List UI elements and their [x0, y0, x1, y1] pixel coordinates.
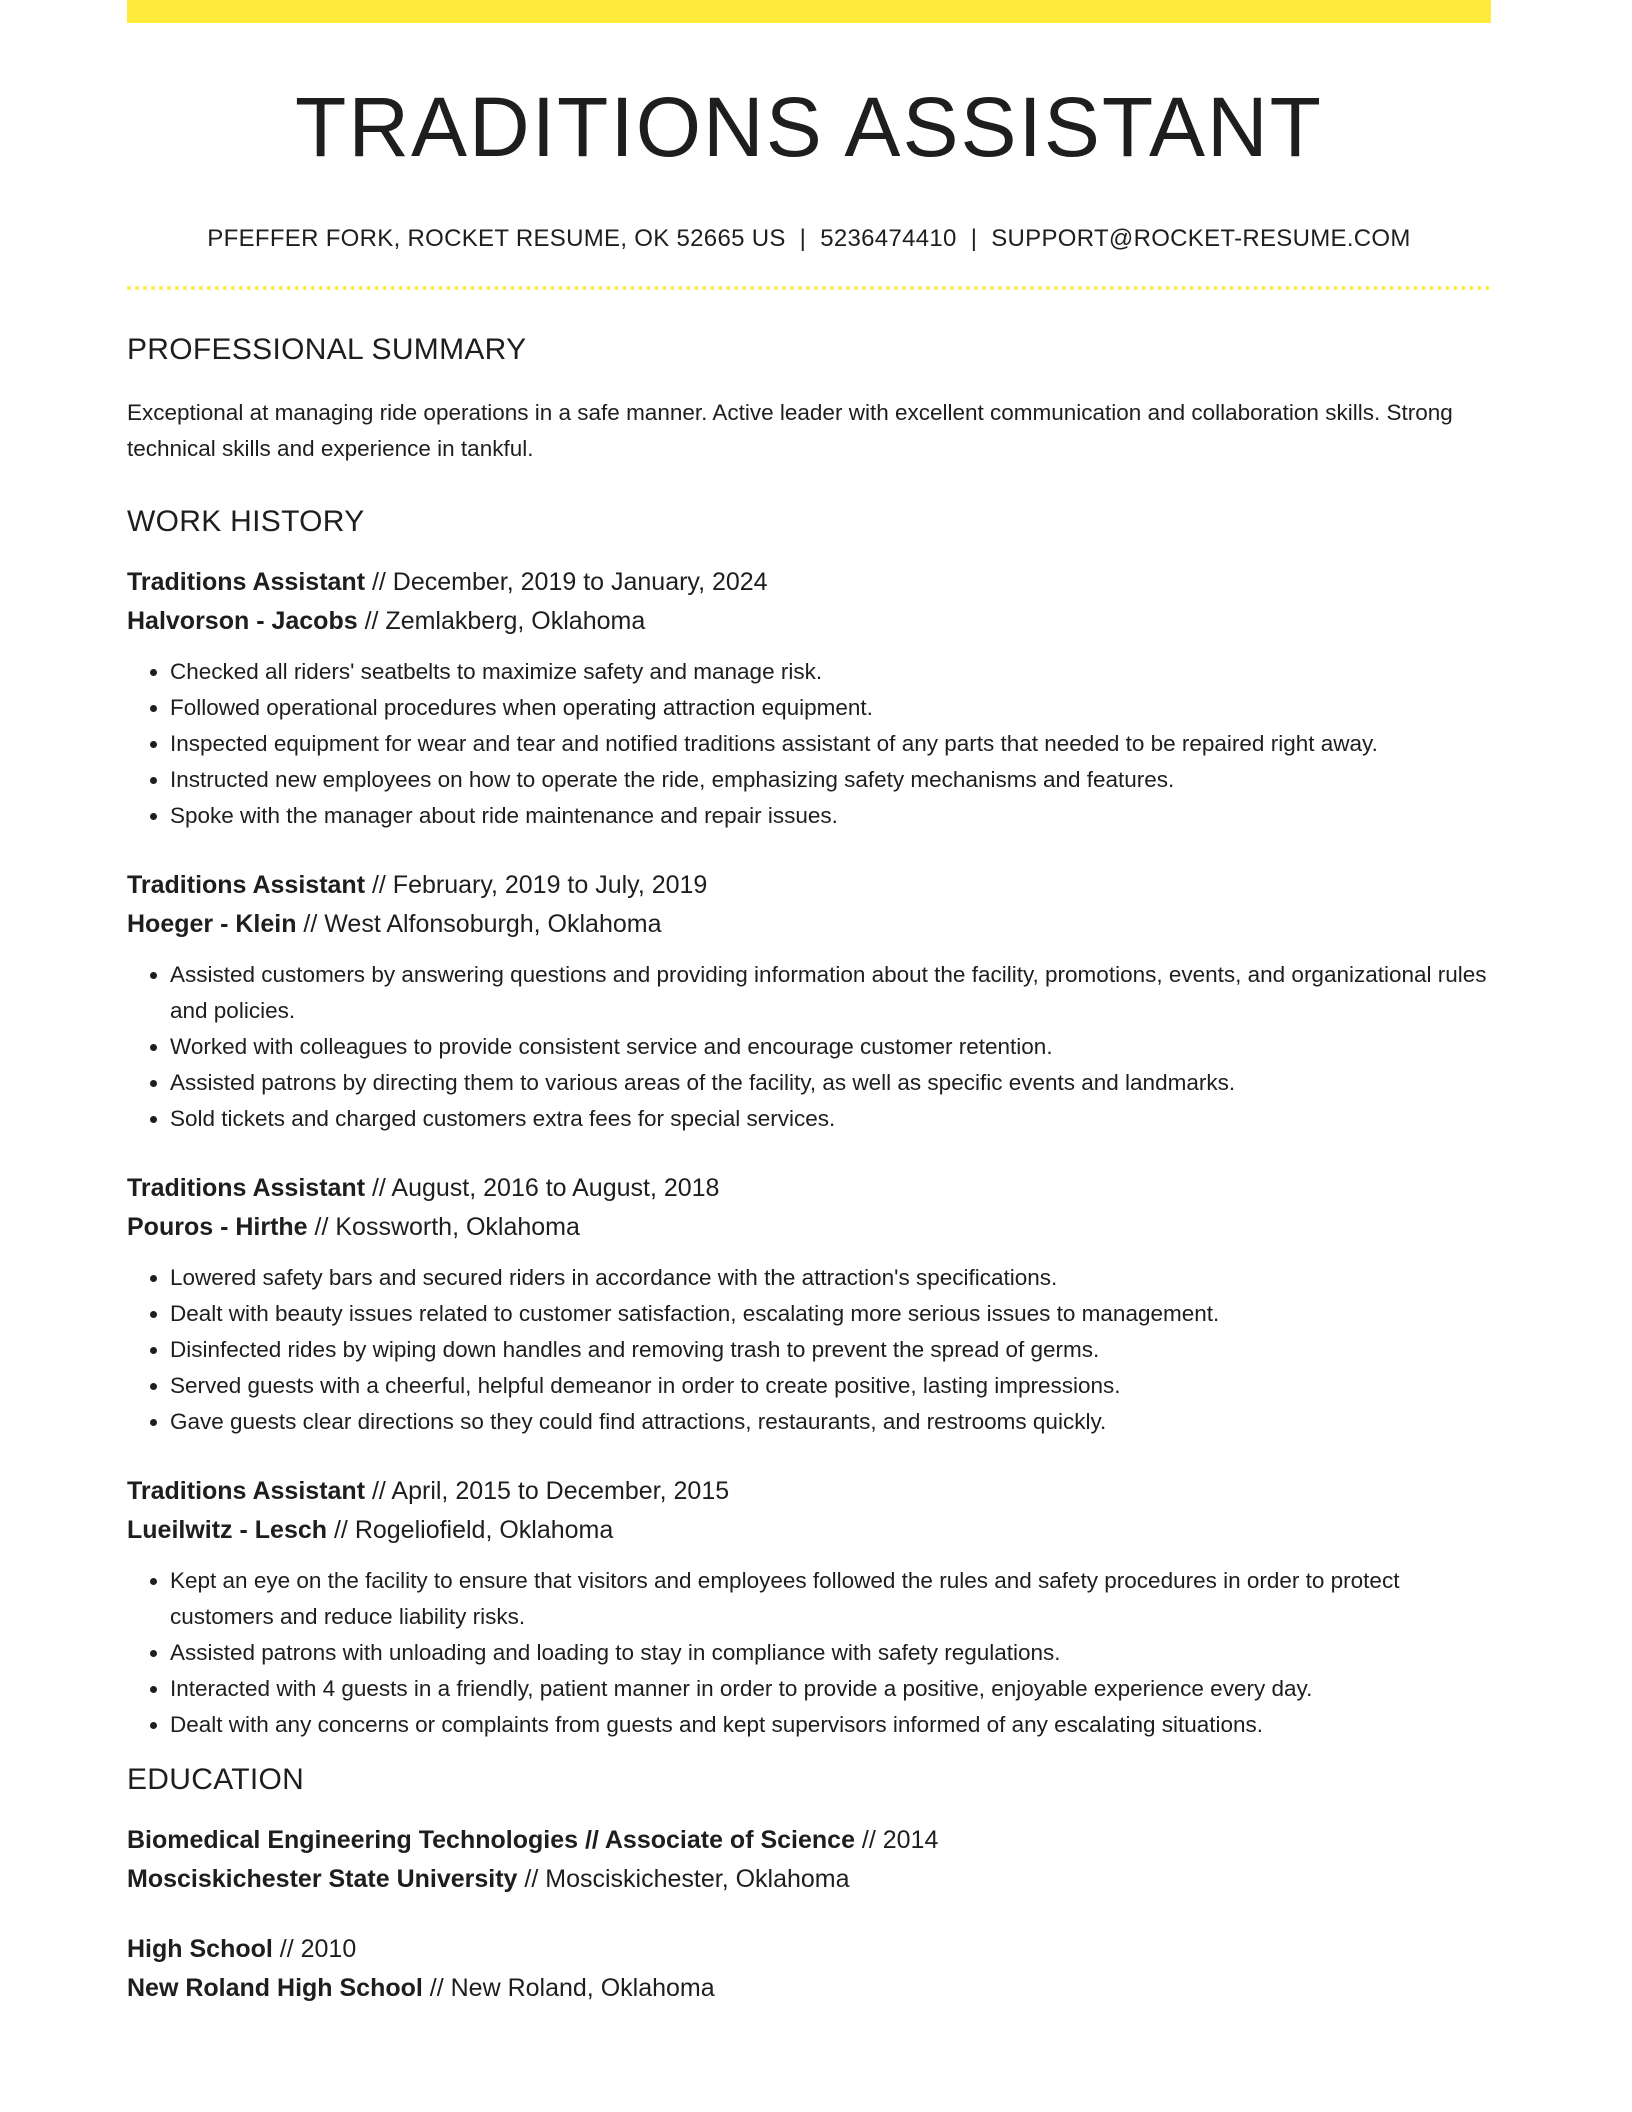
job-bullets [127, 1260, 1491, 1440]
education-degree: High School [127, 1935, 273, 1963]
job-location: // Zemlakberg, Oklahoma [357, 607, 646, 635]
education-heading: EDUCATION [127, 1763, 305, 1796]
job-bullet: • Dealt with beauty issues related to customer satisfaction, escalating more serious issues to management. [170, 1296, 1491, 1332]
contact-email: SUPPORT@ROCKET-RESUME.COM [991, 225, 1411, 252]
job-bullet: • Gave guests clear directions so they could find attractions, restaurants, and restrooms quickly. [170, 1404, 1491, 1440]
job-entry [127, 866, 1491, 1137]
job-bullet: • Spoke with the manager about ride maintenance and repair issues. [170, 798, 1491, 834]
contact-separator: | [799, 225, 807, 252]
job-bullet: • Worked with colleagues to provide consistent service and encourage customer retention. [170, 1029, 1491, 1065]
contact-line [127, 227, 1491, 251]
education-year: // 2010 [272, 1935, 357, 1963]
job-bullet: • Followed operational procedures when operating attraction equipment. [170, 690, 1491, 726]
job-bullet: • Lowered safety bars and secured riders in accordance with the attraction's specifications. [170, 1260, 1491, 1296]
work-history-heading: WORK HISTORY [127, 505, 365, 538]
job-bullet: • Assisted customers by answering questions and providing information about the facility, promotions, events, and organizational rules and policies. [170, 957, 1491, 1029]
job-bullet: • Interacted with 4 guests in a friendly, patient manner in order to provide a positive, enjoyable experience every day. [170, 1671, 1491, 1707]
job-company: Hoeger - Klein [127, 910, 297, 938]
job-bullet: • Served guests with a cheerful, helpful demeanor in order to create positive, lasting impressions. [170, 1368, 1491, 1404]
job-company-line [127, 1511, 1491, 1550]
job-location: // West Alfonsoburgh, Oklahoma [296, 910, 662, 938]
job-entry [127, 1169, 1491, 1440]
job-bullets [127, 1563, 1491, 1743]
education-entry [127, 1930, 1491, 2008]
dotted-divider [127, 286, 1491, 290]
job-company-line [127, 602, 1491, 641]
education-location: // New Roland, Oklahoma [422, 1974, 715, 2002]
job-bullets [127, 957, 1491, 1137]
job-title: Traditions Assistant [127, 568, 366, 596]
resume-page [127, 0, 1491, 2008]
job-company: Pouros - Hirthe [127, 1213, 308, 1241]
job-company-line [127, 905, 1491, 944]
job-bullet: • Assisted patrons with unloading and loading to stay in compliance with safety regulations. [170, 1635, 1491, 1671]
job-dates: // August, 2016 to August, 2018 [365, 1174, 720, 1202]
education-degree-line [127, 1930, 1491, 1969]
job-title-line [127, 1472, 1491, 1511]
summary-text: Exceptional at managing ride operations in a safe manner. Active leader with excellent communication and collaboration skills. Strong technical skills and experience in tankful. [127, 400, 1453, 461]
job-title: Traditions Assistant [127, 871, 366, 899]
job-dates: // April, 2015 to December, 2015 [365, 1477, 730, 1505]
job-bullet: • Sold tickets and charged customers extra fees for special services. [170, 1101, 1491, 1137]
job-bullet: • Assisted patrons by directing them to various areas of the facility, as well as specific events and landmarks. [170, 1065, 1491, 1101]
job-bullet: • Checked all riders' seatbelts to maximize safety and manage risk. [170, 654, 1491, 690]
job-title: Traditions Assistant [127, 1174, 366, 1202]
education-school: New Roland High School [127, 1974, 423, 2002]
education-location: // Mosciskichester, Oklahoma [517, 1865, 850, 1893]
job-bullet: • Inspected equipment for wear and tear and notified traditions assistant of any parts that needed to be repaired right away. [170, 726, 1491, 762]
job-entry [127, 563, 1491, 834]
contact-phone: 5236474410 [820, 225, 957, 252]
top-accent-bar [127, 0, 1491, 23]
job-dates: // December, 2019 to January, 2024 [365, 568, 768, 596]
summary-heading: PROFESSIONAL SUMMARY [127, 333, 527, 366]
education-entry [127, 1821, 1491, 1899]
job-bullet: • Kept an eye on the facility to ensure that visitors and employees followed the rules and safety procedures in order to protect customers and reduce liability risks. [170, 1563, 1491, 1635]
job-bullets [127, 654, 1491, 834]
job-bullet: • Disinfected rides by wiping down handles and removing trash to prevent the spread of germs. [170, 1332, 1491, 1368]
job-company: Lueilwitz - Lesch [127, 1516, 328, 1544]
job-title-line [127, 866, 1491, 905]
resume-name: TRADITIONS ASSISTANT [295, 80, 1323, 174]
job-location: // Kossworth, Oklahoma [307, 1213, 580, 1241]
contact-separator: | [970, 225, 978, 252]
education-school-line [127, 1969, 1491, 2008]
education-degree: Biomedical Engineering Technologies // Associate of Science [127, 1826, 855, 1854]
education-school-line [127, 1860, 1491, 1899]
job-title-line [127, 1169, 1491, 1208]
contact-address: PFEFFER FORK, ROCKET RESUME, OK 52665 US [207, 225, 786, 252]
job-company: Halvorson - Jacobs [127, 607, 358, 635]
job-company-line [127, 1208, 1491, 1247]
education-school: Mosciskichester State University [127, 1865, 518, 1893]
job-entry [127, 1472, 1491, 1743]
job-bullet: • Instructed new employees on how to operate the ride, emphasizing safety mechanisms and features. [170, 762, 1491, 798]
education-year: // 2014 [854, 1826, 939, 1854]
job-title: Traditions Assistant [127, 1477, 366, 1505]
education-degree-line [127, 1821, 1491, 1860]
job-location: // Rogeliofield, Oklahoma [327, 1516, 614, 1544]
job-title-line [127, 563, 1491, 602]
job-dates: // February, 2019 to July, 2019 [365, 871, 708, 899]
job-bullet: • Dealt with any concerns or complaints from guests and kept supervisors informed of any escalating situations. [170, 1707, 1491, 1743]
